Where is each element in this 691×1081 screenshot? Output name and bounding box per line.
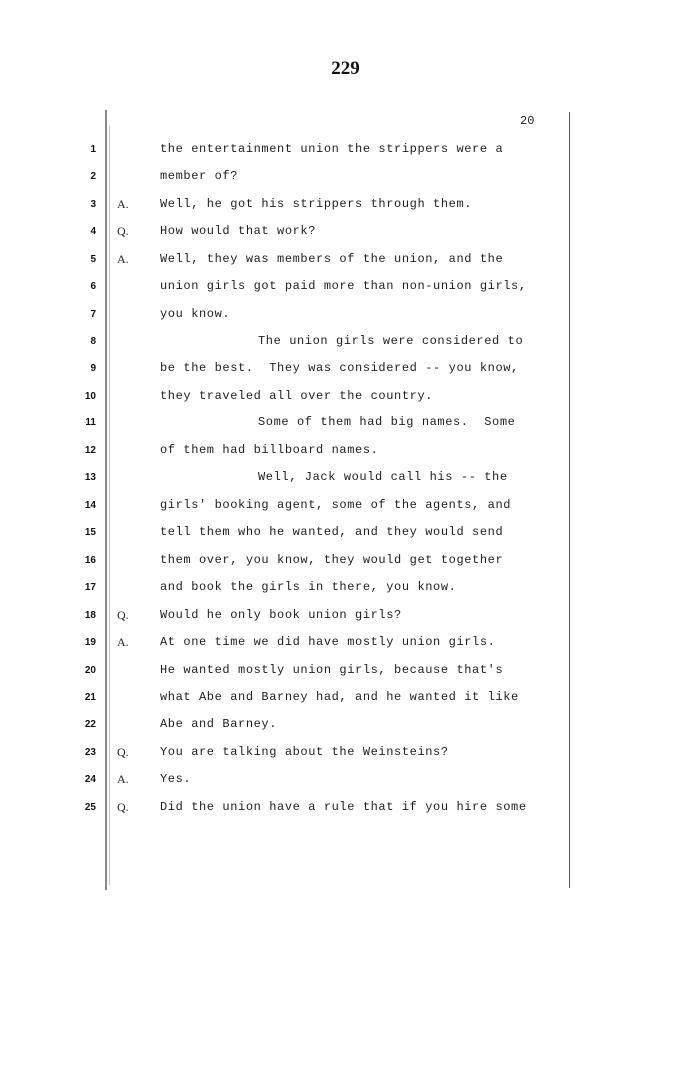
line-text: of them had billboard names. xyxy=(160,443,379,457)
line-text: Would he only book union girls? xyxy=(160,608,402,622)
speaker-marker: A. xyxy=(117,772,129,786)
line-text: girls' booking agent, some of the agents, and xyxy=(160,498,512,512)
line-number: 11 xyxy=(85,417,96,428)
line-text: them over, you know, they would get together xyxy=(160,553,504,567)
page-number: 229 xyxy=(331,58,360,79)
transcript-line xyxy=(0,744,691,764)
line-number: 19 xyxy=(84,637,96,648)
line-text: Well, they was members of the union, and the xyxy=(160,252,504,266)
line-number: 9 xyxy=(90,363,96,374)
line-text: be the best. They was considered -- you know, xyxy=(160,361,519,375)
line-number: 16 xyxy=(84,555,96,566)
speaker-marker: Q. xyxy=(117,224,129,238)
transcript-line xyxy=(0,662,691,682)
line-text: and book the girls in there, you know. xyxy=(160,580,457,594)
line-text: Did the union have a rule that if you hire some xyxy=(160,800,527,814)
line-text: Well, he got his strippers through them. xyxy=(160,197,473,211)
transcript-page-number: 20 xyxy=(520,114,535,128)
line-text: How would that work? xyxy=(160,224,317,238)
line-text: The union girls were considered to xyxy=(258,334,524,348)
transcript-line xyxy=(0,168,691,188)
transcript-line xyxy=(0,388,691,408)
transcript-line xyxy=(0,579,691,599)
transcript-line xyxy=(0,223,691,243)
speaker-marker: Q. xyxy=(117,608,129,622)
transcript-line xyxy=(0,634,691,654)
transcript-line xyxy=(0,333,691,353)
transcript-line xyxy=(0,141,691,161)
line-number: 12 xyxy=(84,445,96,456)
line-number: 10 xyxy=(84,391,96,402)
line-number: 23 xyxy=(84,747,96,758)
line-number: 8 xyxy=(90,336,96,347)
speaker-marker: A. xyxy=(117,197,129,211)
line-number: 18 xyxy=(84,610,96,621)
line-text: Yes. xyxy=(160,772,192,786)
line-number: 21 xyxy=(84,692,96,703)
transcript-line xyxy=(0,442,691,462)
line-number: 17 xyxy=(84,582,96,593)
transcript-line xyxy=(0,771,691,791)
line-number: 1 xyxy=(90,144,96,155)
line-number: 24 xyxy=(84,774,96,785)
transcript-line xyxy=(0,251,691,271)
line-text: You are talking about the Weinsteins? xyxy=(160,745,449,759)
speaker-marker: Q. xyxy=(117,800,129,814)
transcript-line xyxy=(0,278,691,298)
transcript-line xyxy=(0,497,691,517)
line-text: member of? xyxy=(160,169,239,183)
transcript-line xyxy=(0,716,691,736)
line-number: 15 xyxy=(84,527,96,538)
line-number: 7 xyxy=(90,309,96,320)
line-number: 5 xyxy=(90,254,96,265)
transcript-line xyxy=(0,360,691,380)
line-number: 20 xyxy=(84,665,96,676)
line-number: 3 xyxy=(90,199,96,210)
line-number: 25 xyxy=(84,802,96,813)
transcript-line xyxy=(0,524,691,544)
speaker-marker: Q. xyxy=(117,745,129,759)
speaker-marker: A. xyxy=(117,252,129,266)
line-text: He wanted mostly union girls, because that's xyxy=(160,663,504,677)
transcript-line xyxy=(0,306,691,326)
line-number: 14 xyxy=(84,500,96,511)
line-text: Well, Jack would call his -- the xyxy=(258,470,508,484)
line-text: At one time we did have mostly union girls. xyxy=(160,635,496,649)
transcript-line xyxy=(0,196,691,216)
line-text: Some of them had big names. Some xyxy=(258,415,516,429)
line-number: 13 xyxy=(84,472,96,483)
transcript-line xyxy=(0,469,691,489)
line-text: Abe and Barney. xyxy=(160,717,278,731)
transcript-line xyxy=(0,414,691,434)
line-text: union girls got paid more than non-union girls, xyxy=(160,279,527,293)
transcript-line xyxy=(0,607,691,627)
line-number: 2 xyxy=(90,171,96,182)
line-number: 4 xyxy=(90,226,96,237)
speaker-marker: A. xyxy=(117,635,129,649)
transcript-line xyxy=(0,799,691,819)
line-text: you know. xyxy=(160,307,231,321)
line-text: the entertainment union the strippers were a xyxy=(160,142,504,156)
line-text: what Abe and Barney had, and he wanted it like xyxy=(160,690,519,704)
line-number: 22 xyxy=(84,719,96,730)
transcript-line xyxy=(0,552,691,572)
line-number: 6 xyxy=(90,281,96,292)
line-text: they traveled all over the country. xyxy=(160,389,434,403)
line-text: tell them who he wanted, and they would send xyxy=(160,525,504,539)
transcript-line xyxy=(0,689,691,709)
